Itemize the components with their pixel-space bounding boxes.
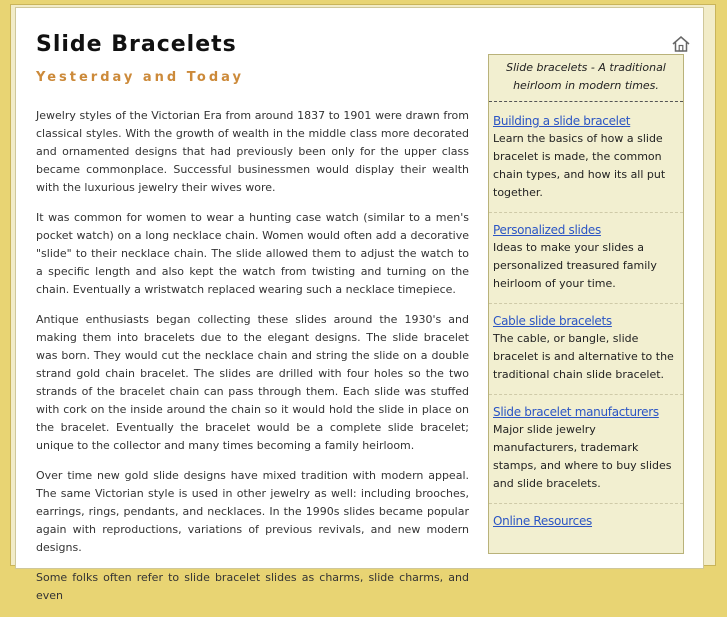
article-paragraph: Antique enthusiasts began collecting these slides around the 1930's and making them into bracelets due to the elegant designs. The slide bracelet was born. They would cut the necklace chain and string the slide on a double strand gold chain bracelet. The slides are drilled with four holes so the two strands of the bracelet chain can pass through them. Each slide was stuffed with cork on the inside around the chain so it would hold the slide in place on the bracelet. Eventually the bracelet would be a complete slide bracelet; unique to the collector and many times becoming a family heirloom. xyxy=(36,313,469,452)
sidebar-desc-manufacturers: Major slide jewelry manufacturers, trademark stamps, and where to buy slides and slide bracelets. xyxy=(493,423,672,490)
sidebar-desc-cable: The cable, or bangle, slide bracelet is and alternative to the traditional chain slide bracelet. xyxy=(493,332,674,381)
article-paragraph: Jewelry styles of the Victorian Era from around 1837 to 1901 were drawn from classical styles. With the growth of wealth in the middle class more decorated and ornamented designs that had previously been only for the upper class became commonplace. Successful businessmen would display their wealth with the luxurious jewelry their wives wore. xyxy=(36,109,469,194)
sidebar-tagline: Slide bracelets - A traditional heirloom in modern times. xyxy=(489,55,683,102)
article-paragraph: Over time new gold slide designs have mixed tradition with modern appeal. The same Victorian style is used in other jewelry as well: including brooches, earrings, rings, pendants, and necklaces. In the 1990s slides became popular again with reproductions, variations of previous revivals, and new modern designs. xyxy=(36,469,469,554)
sidebar-link-building[interactable]: Building a slide bracelet xyxy=(493,114,631,128)
article-paragraph: Some folks often refer to slide bracelet slides as charms, slide charms, and even xyxy=(36,571,469,602)
sidebar-desc-personalized: Ideas to make your slides a personalized treasured family heirloom of your time. xyxy=(493,241,657,290)
sidebar-item-manufacturers xyxy=(489,395,683,504)
home-icon[interactable] xyxy=(672,36,690,52)
sidebar xyxy=(488,54,684,554)
sidebar-link-cable[interactable]: Cable slide bracelets xyxy=(493,314,612,328)
main-content xyxy=(36,30,469,617)
sidebar-desc-building: Learn the basics of how a slide bracelet is made, the common chain types, and how its all put together. xyxy=(493,132,666,199)
sidebar-item-building xyxy=(489,102,683,213)
sidebar-link-resources[interactable]: Online Resources xyxy=(493,514,593,528)
article-body xyxy=(36,107,469,605)
sidebar-item-resources xyxy=(489,504,683,540)
article-paragraph: It was common for women to wear a hunting case watch (similar to a men's pocket watch) on a long necklace chain. Women would often add a decorative "slide" to their necklace chain. The slide allowed them to adjust the watch to a specific length and also kept the watch from twisting and turning on the chain. Eventually a wristwatch replaced wearing such a necklace timepiece. xyxy=(36,211,469,296)
page-title: Slide Bracelets xyxy=(36,32,237,57)
sidebar-link-personalized[interactable]: Personalized slides xyxy=(493,223,601,237)
sidebar-item-cable xyxy=(489,304,683,395)
page-subtitle: Yesterday and Today xyxy=(36,70,244,85)
sidebar-item-personalized xyxy=(489,213,683,304)
sidebar-link-manufacturers[interactable]: Slide bracelet manufacturers xyxy=(493,405,659,419)
